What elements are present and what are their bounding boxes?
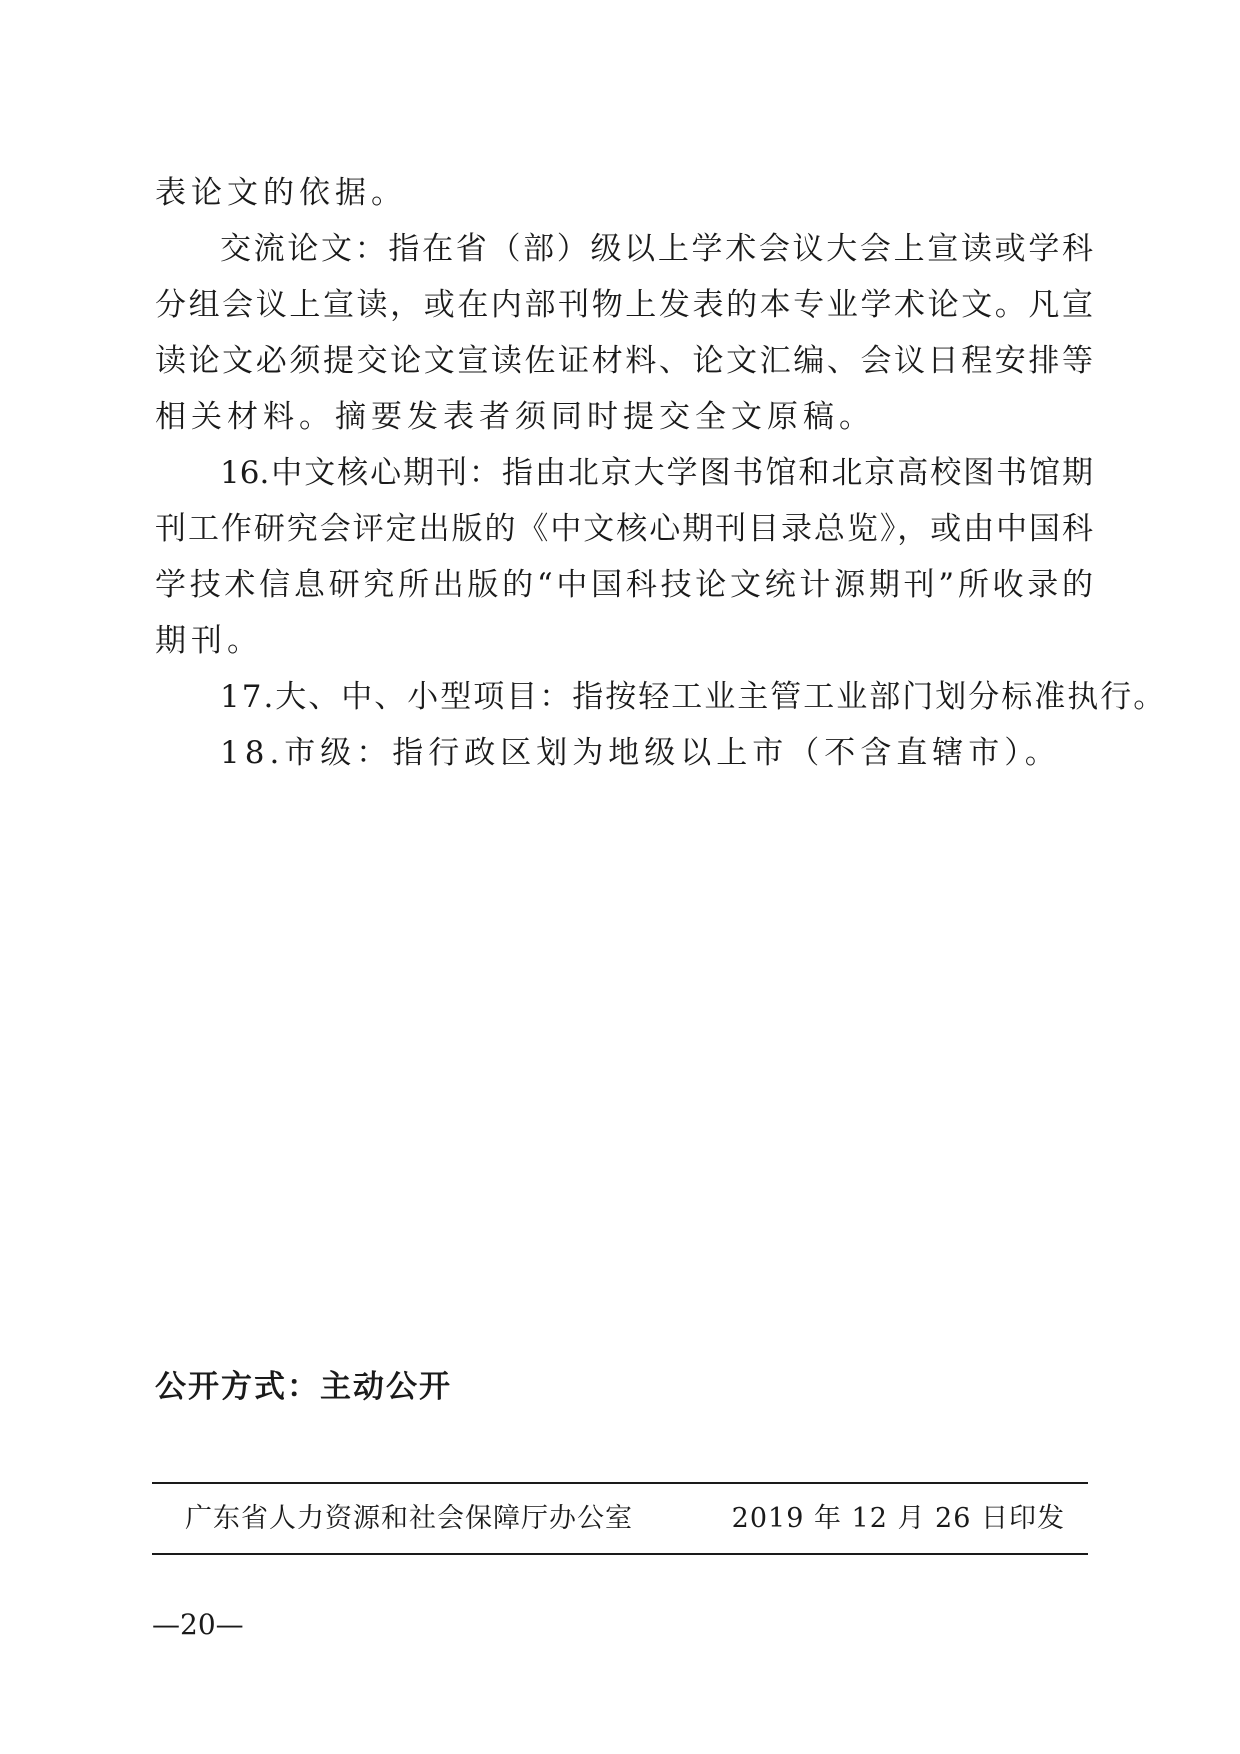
body-line: 16.中文核心期刊：指由北京大学图书馆和北京高校图书馆期 — [220, 455, 1093, 491]
body-line: 交流论文：指在省（部）级以上学术会议大会上宣读或学科 — [220, 231, 1093, 267]
body-line: 17.大、中、小型项目：指按轻工业主管工业部门划分标准执行。 — [220, 679, 1167, 715]
disclosure-method: 公开方式：主动公开 — [155, 1369, 452, 1405]
issuer-name: 广东省人力资源和社会保障厅办公室 — [185, 1503, 633, 1534]
body-line: 刊工作研究会评定出版的《中文核心期刊目录总览》，或由中国科 — [155, 511, 1093, 547]
body-line: 学技术信息研究所出版的“中国科技论文统计源期刊”所收录的 — [155, 567, 1093, 603]
body-line: 读论文必须提交论文宣读佐证材料、论文汇编、会议日程安排等 — [155, 343, 1093, 379]
footer-bottom-rule — [152, 1553, 1088, 1555]
body-line: 表论文的依据。 — [155, 175, 407, 211]
issue-date: 2019 年 12 月 26 日印发 — [731, 1503, 1065, 1534]
page-number: —20— — [152, 1608, 244, 1641]
body-line: 期刊。 — [155, 623, 263, 659]
body-line: 分组会议上宣读，或在内部刊物上发表的本专业学术论文。凡宣 — [155, 287, 1093, 323]
body-line: 18.市级：指行政区划为地级以上市（不含直辖市）。 — [220, 735, 1061, 771]
footer-top-rule — [152, 1482, 1088, 1484]
body-line: 相关材料。摘要发表者须同时提交全文原稿。 — [155, 399, 875, 435]
